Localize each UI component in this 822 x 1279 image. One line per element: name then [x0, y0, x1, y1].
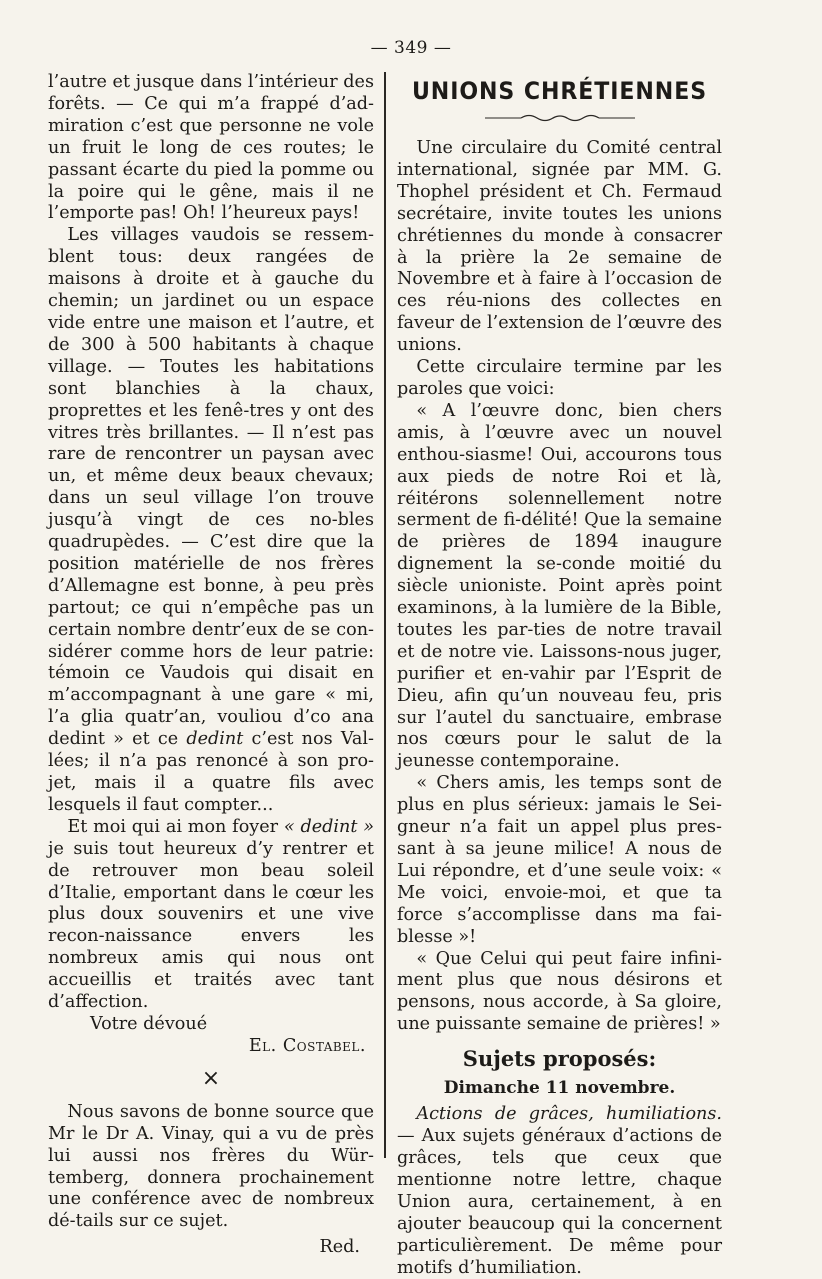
right-paragraph-2: Cette circulaire termine par les paroles que voici:	[397, 357, 722, 399]
column-divider	[384, 72, 386, 1158]
right-paragraph-6-italic: Actions de grâces, humiliations.	[416, 1104, 722, 1125]
signature: El. Costabel.	[248, 1035, 366, 1056]
right-column	[397, 72, 722, 1279]
section-title: UNIONS CHRÉTIENNES	[411, 77, 708, 105]
left-paragraph-2-quote: « mi, l’a glia quatr’an, vouliou d’co ana dedint » et ce	[48, 685, 375, 750]
subheading: Sujets proposés:	[462, 1046, 657, 1072]
closing-line	[48, 1014, 374, 1036]
left-column	[48, 72, 374, 1259]
left-paragraph-2-text: Les villages vaudois se ressem-blent tous: deux rangées de maisons à droite et à gauche du chemin; un jardinet ou un espace vide entre une maison et l’autre, et de 300 à 500 habitants à chaque village. — Toutes les habitations sont blanchies à la chaux, proprettes et les fenê-tres y ont des vitres très brillantes. — Il n’est pas rare de rencontrer un paysan avec un, et même deux beaux chevaux; dans un seul village l’on trouve jusqu’à vingt de ces no-bles quadrupèdes. — C’est dire que la position matérielle de nos frères d’Allemagne est bonne, à peu près partout; ce qui n’empêche pas un certain nombre dentr’eux de se con-sidérer comme hors de leur patrie: témoin ce Vaudois qui disait en m’accompagnant à une gare	[48, 225, 374, 706]
ornament-divider-icon	[485, 112, 635, 124]
redaction-signature: Red.	[319, 1237, 360, 1258]
closing-greeting: Votre dévoué	[90, 1013, 208, 1034]
left-paragraph-1: l’autre et jusque dans l’intérieur des forêts. — Ce qui m’a frappé d’ad-miration c’est que personne ne vole un fruit le long de ces routes; le passant écarte du pied la pomme ou la poire qui le gêne, mais il ne l’emporte pas! Oh! l’heureux pays!	[48, 72, 374, 224]
left-paragraph-2-italic: dedint	[186, 729, 244, 750]
left-paragraph-3	[48, 817, 374, 1014]
right-paragraph-5: « Que Celui qui peut faire infini-ment plus que nous désirons et pensons, nous accorde, à Sa gloire, une puissante semaine de prières! »	[397, 948, 722, 1035]
left-paragraph-3-tail: je suis tout heureux d’y rentrer et de retrouver mon beau soleil d’Italie, emportant dans le cœur les plus doux souvenirs et une vive recon-naissance envers les nombreux amis qui nous ont accueillis et traités avec tant d’affection.	[48, 838, 374, 1013]
left-paragraph-3-head: Et moi qui ai mon foyer	[67, 816, 279, 837]
date-heading: Dimanche 11 novembre.	[443, 1078, 676, 1099]
right-paragraph-3: « A l’œuvre donc, bien chers amis, à l’œuvre avec un nouvel enthou-siasme! Oui, accourons tous aux pieds de notre Roi et là, réitérons solennellement notre serment de fi-délité! Que la semaine de prières de 1894 inaugure dignement la se-conde moitié du siècle unioniste. Point après point examinons, à la lumière de la Bible, toutes les par-ties de notre travail et de notre vie. Laissons-nous juger, purifier et en-vahir par l’Esprit de Dieu, afin qu’un nouveau feu, pris sur l’autel du sanctuaire, embrase nos cœurs pour le salut de la jeunesse contemporaine.	[397, 400, 722, 772]
page-number: — 349 —	[370, 38, 452, 58]
right-paragraph-6	[397, 1104, 722, 1279]
left-paragraph-3-italic: « dedint »	[283, 816, 375, 837]
left-paragraph-2-tail: c’est nos Val-lées; il n’a pas renoncé à son pro-jet, mais il a quatre fils avec lesquels il faut compter...	[48, 729, 374, 815]
left-paragraph-2	[48, 225, 374, 816]
right-paragraph-1: Une circulaire du Comité central international, signée par MM. G. Thophel président et Ch. Fermaud secrétaire, invite toutes les unions chrétiennes du monde à consacrer à la prière la 2e semaine de Novembre et à faire à l’occasion de ces réu-nions des collectes en faveur de l’extension de l’œuvre des unions.	[397, 138, 722, 356]
right-paragraph-6-tail: — Aux sujets généraux d’actions de grâces, tels que ceux que mentionne notre lettre, chaque Union aura, certainement, à en ajouter beaucoup qui la concernent particulièrement. De même pour motifs d’humiliation.	[397, 1126, 722, 1278]
left-paragraph-4: Nous savons de bonne source que Mr le Dr A. Vinay, qui a vu de près lui aussi nos frères du Wür-temberg, donnera prochainement une conférence avec de nombreux dé-tails sur ce sujet.	[48, 1101, 374, 1232]
separator-cross-icon: ×	[201, 1065, 221, 1091]
right-paragraph-4: « Chers amis, les temps sont de plus en plus sérieux: jamais le Sei-gneur n’a fait un appel plus pres-sant à sa jeune milice! A nous de Lui répondre, et d’une seule voix: « Me voici, envoie-moi, et que ta force s’accomplisse dans ma fai-blesse »!	[397, 773, 722, 947]
